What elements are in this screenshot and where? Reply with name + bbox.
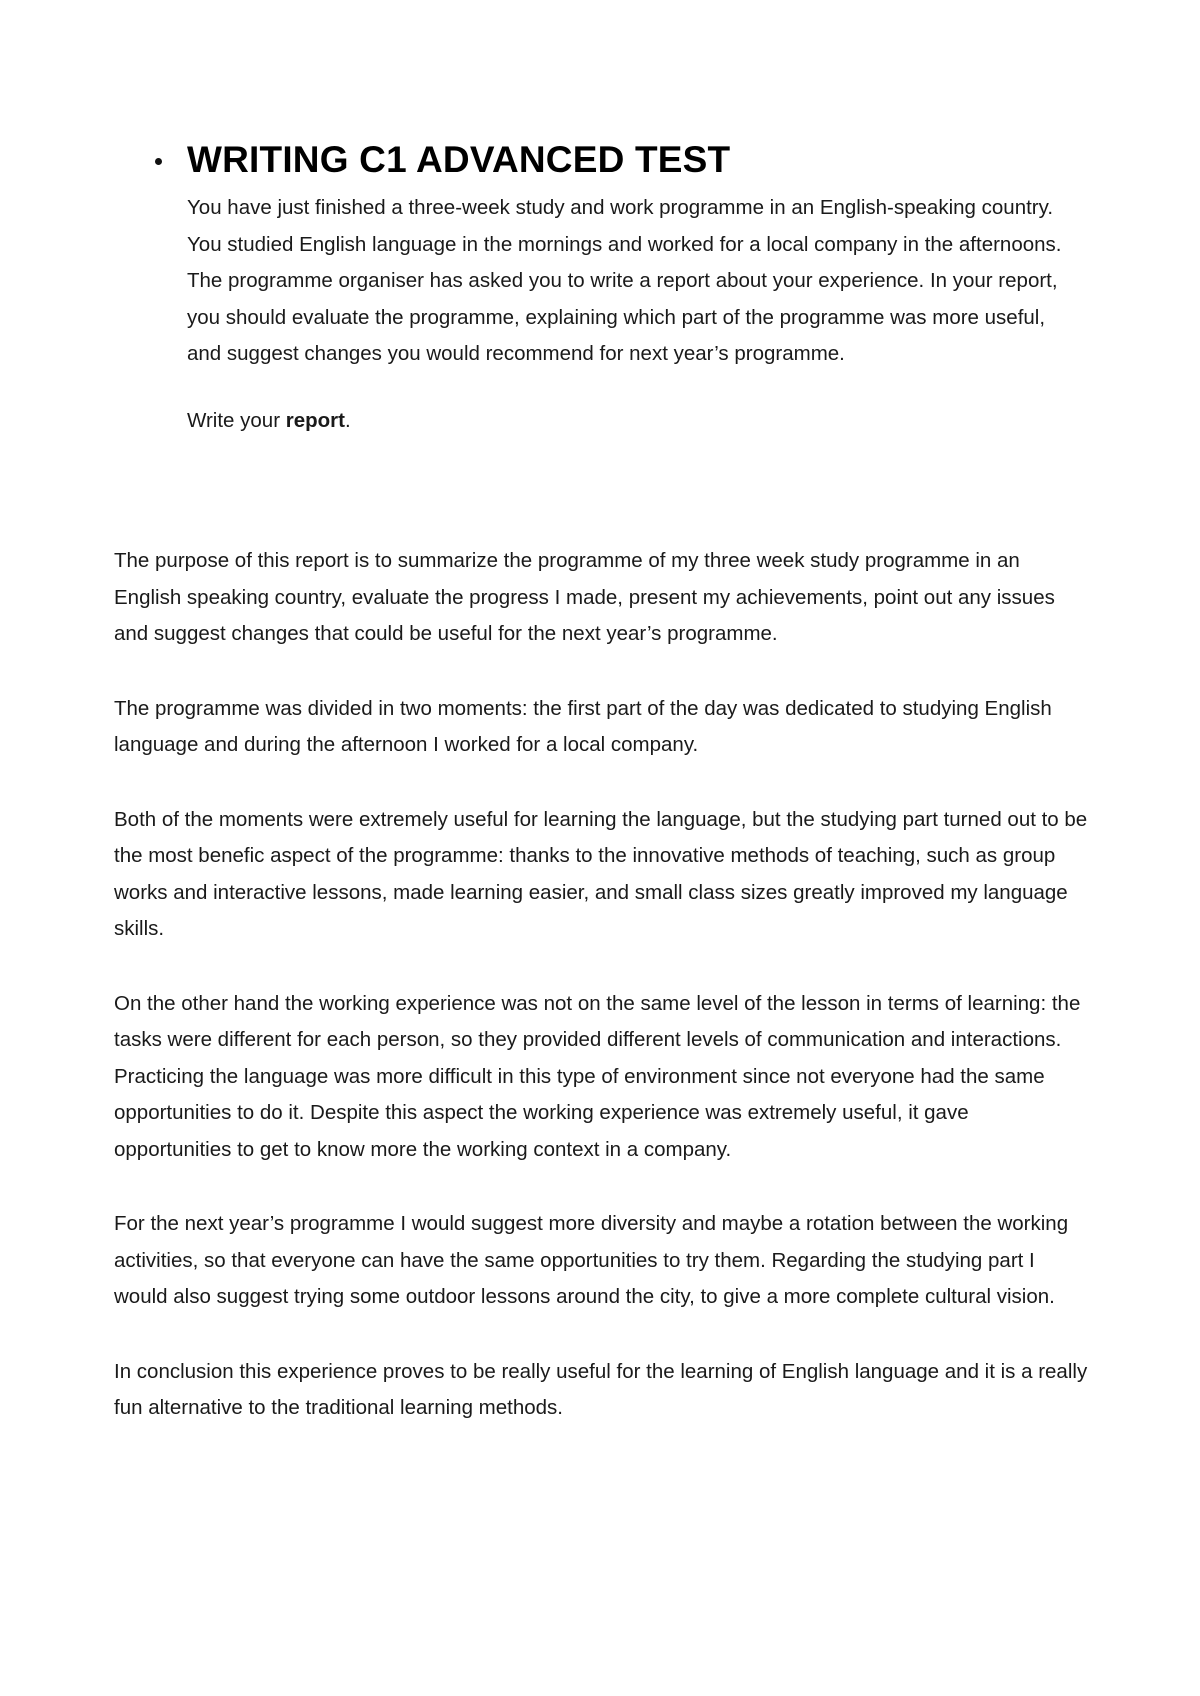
report-paragraph-working: On the other hand the working experience was not on the same level of the lesson in terms of learning: the tasks were different for each person, so they provided different levels of communication and interactions. Practicing the language was more difficult in this type of environment since not everyone had the same opportunities to do it. Despite this aspect the working experience was extremely useful, it gave opportunities to get to know more the working context in a company.	[114, 991, 1081, 1161]
task-instruction	[187, 403, 1085, 440]
report-paragraph-structure: The programme was divided in two moments: the first part of the day was dedicated to studying English language and during the afternoon I worked for a local company.	[114, 696, 1052, 756]
instruction-suffix: .	[344, 408, 351, 432]
task-heading-row	[155, 138, 1085, 186]
report-paragraph-introduction: The purpose of this report is to summarize the programme of my three week study programme in an English speaking country, evaluate the progress I made, present my achievements, point out any issues and suggest changes that could be useful for the next year’s programme.	[114, 549, 1055, 645]
page-title: WRITING C1 ADVANCED TEST	[187, 139, 731, 180]
instruction-prefix: Write your	[187, 408, 286, 432]
task-prompt: You have just finished a three-week study and work programme in an English-speaking country. You studied English language in the mornings and worked for a local company in the afternoons. The programme organiser has asked you to write a report about your experience. In your report, you should evaluate the programme, explaining which part of the programme was more useful, and suggest changes you would recommend for next year’s programme.	[187, 196, 1062, 365]
report-body	[114, 543, 1089, 1465]
report-paragraph-studying: Both of the moments were extremely useful for learning the language, but the studying part turned out to be the most benefic aspect of the programme: thanks to the innovative methods of teaching, such as group works and interactive lessons, made learning easier, and small class sizes greatly improved my language skills.	[114, 807, 1088, 940]
task-section	[155, 138, 1085, 439]
report-paragraph-conclusion: In conclusion this experience proves to be really useful for the learning of English language and it is a really fun alternative to the traditional learning methods.	[114, 1359, 1088, 1419]
bullet-icon	[155, 158, 162, 165]
instruction-bold: report	[285, 408, 345, 432]
report-paragraph-suggestions: For the next year’s programme I would suggest more diversity and maybe a rotation between the working activities, so that everyone can have the same opportunities to try them. Regarding the studying part I would also suggest trying some outdoor lessons around the city, to give a more complete cultural vision.	[114, 1212, 1069, 1308]
